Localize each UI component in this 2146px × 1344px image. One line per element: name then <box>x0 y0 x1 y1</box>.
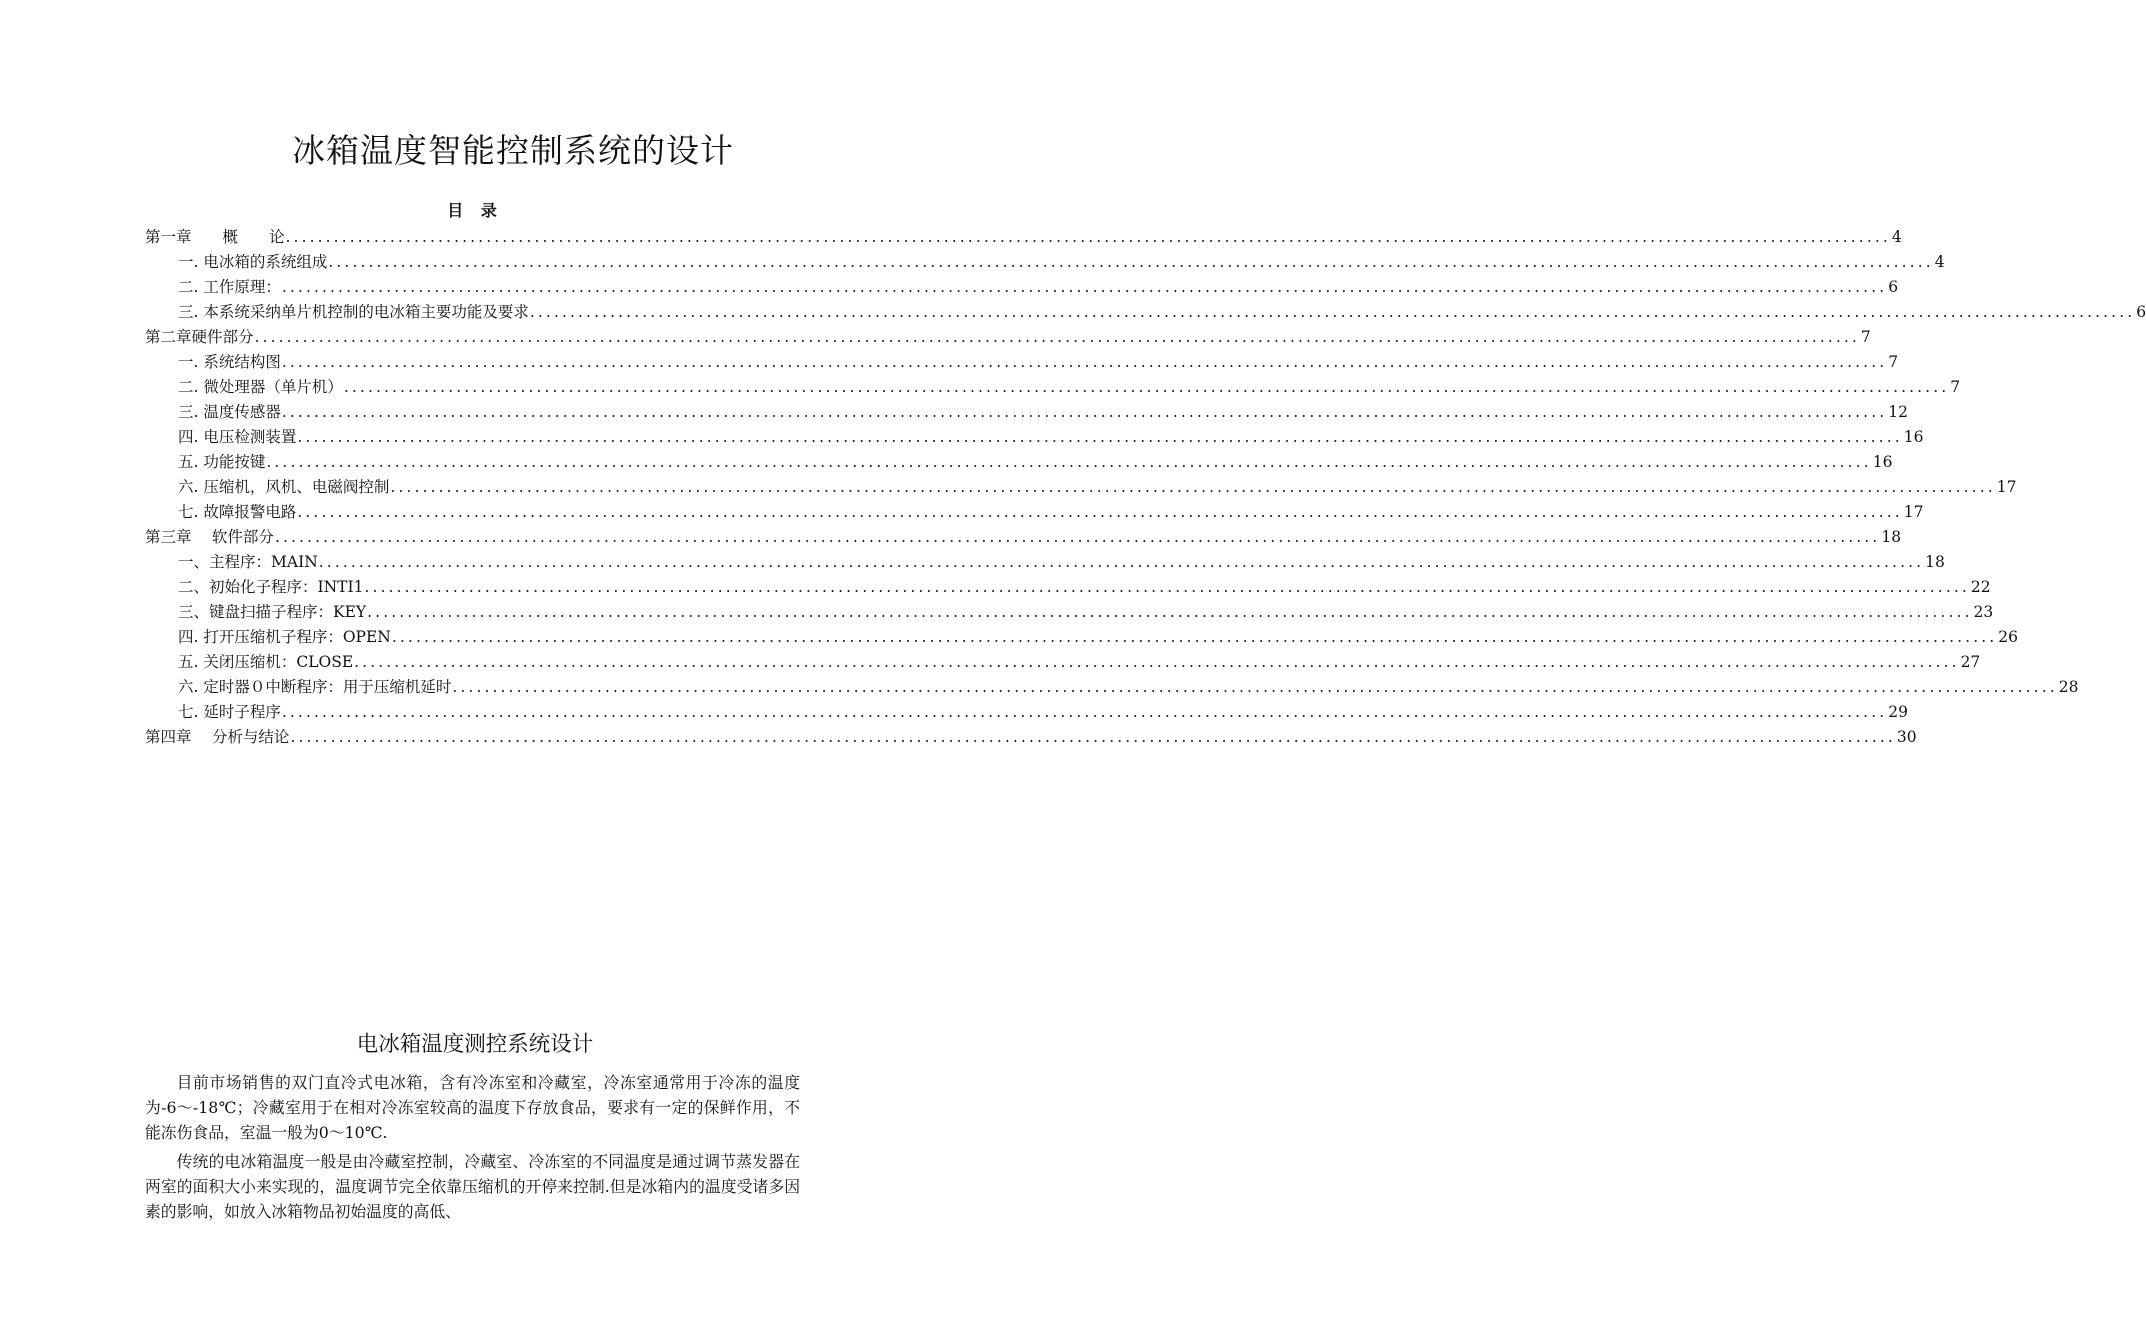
toc-entry[interactable] <box>145 625 2019 650</box>
toc-entry[interactable] <box>145 575 1991 600</box>
toc-leader-dots: ........................................................................................................................................................................................................ <box>254 328 1860 346</box>
toc-leader-dots: ........................................................................................................................................................................................................ <box>297 503 1903 521</box>
toc-entry-label: 第四章 分析与结论 <box>145 728 290 746</box>
toc-entry[interactable] <box>145 300 2146 325</box>
toc-entry[interactable] <box>145 650 1981 675</box>
toc-page-number: 22 <box>1970 578 1991 596</box>
toc-leader-dots: ........................................................................................................................................................................................................ <box>290 728 1896 746</box>
toc-leader-dots: ........................................................................................................................................................................................................ <box>266 453 1872 471</box>
toc-page-number: 6 <box>1888 278 1899 296</box>
toc-leader-dots: ........................................................................................................................................................................................................ <box>274 528 1881 546</box>
toc-page-number: 26 <box>1998 628 2019 646</box>
toc-entry[interactable] <box>145 550 1945 575</box>
toc-entry-label: 四. 打开压缩机子程序：OPEN <box>178 628 391 646</box>
body-text <box>145 1070 800 1227</box>
toc-entry[interactable] <box>145 725 1917 750</box>
toc-entry-label: 七. 延时子程序 <box>178 703 281 721</box>
toc-entry[interactable] <box>145 375 1961 400</box>
toc-page-number: 4 <box>1891 228 1902 246</box>
toc-page-number: 4 <box>1934 253 1945 271</box>
toc-leader-dots: ........................................................................................................................................................................................................ <box>281 278 1888 296</box>
toc-entry[interactable] <box>145 450 1893 475</box>
toc-entry-label: 二、初始化子程序：INTI1 <box>178 578 364 596</box>
toc-leader-dots: ........................................................................................................................................................................................................ <box>367 603 1973 621</box>
toc-page-number: 18 <box>1881 528 1902 546</box>
section-title: 电冰箱温度测控系统设计 <box>356 1032 594 1057</box>
table-of-contents <box>145 225 2146 750</box>
toc-page-number: 7 <box>1860 328 1871 346</box>
toc-leader-dots: ........................................................................................................................................................................................................ <box>364 578 1970 596</box>
toc-page-number: 12 <box>1888 403 1908 421</box>
toc-entry-label: 五. 关闭压缩机：CLOSE <box>178 653 354 671</box>
toc-leader-dots: ........................................................................................................................................................................................................ <box>285 228 1891 246</box>
toc-entry[interactable] <box>145 475 2017 500</box>
toc-leader-dots: ........................................................................................................................................................................................................ <box>297 428 1903 446</box>
toc-entry-label: 五. 功能按键 <box>178 453 266 471</box>
toc-entry-label: 二. 微处理器（单片机） <box>178 378 343 396</box>
toc-page-number: 17 <box>1903 503 1924 521</box>
toc-entry-label: 一. 电冰箱的系统组成 <box>178 253 328 271</box>
toc-entry[interactable] <box>145 500 1924 525</box>
toc-entry[interactable] <box>145 425 1924 450</box>
paragraph: 传统的电冰箱温度一般是由冷藏室控制，冷藏室、冷冻室的不同温度是通过调节蒸发器在两室的面积大小来实现的，温度调节完全依靠压缩机的开停来控制.但是冰箱内的温度受诸多因素的影响，如放入冰箱物品初始温度的高低、 <box>145 1151 800 1222</box>
toc-leader-dots: ........................................................................................................................................................................................................ <box>328 253 1934 271</box>
toc-leader-dots: ........................................................................................................................................................................................................ <box>529 303 2136 321</box>
toc-entry[interactable] <box>145 350 1899 375</box>
toc-page-number: 18 <box>1925 553 1945 571</box>
toc-page-number: 7 <box>1950 378 1961 396</box>
toc-entry-label: 二. 工作原理： <box>178 278 281 296</box>
toc-leader-dots: ........................................................................................................................................................................................................ <box>318 553 1925 571</box>
toc-entry-label: 一、主程序：MAIN <box>178 553 318 571</box>
toc-page-number: 29 <box>1888 703 1908 721</box>
toc-entry[interactable] <box>145 275 1899 300</box>
paragraph: 目前市场销售的双门直冷式电冰箱，含有冷冻室和冷藏室，冷冻室通常用于冷冻的温度为-6～-18℃；冷藏室用于在相对冷冻室较高的温度下存放食品，要求有一定的保鲜作用，不能冻伤食品，室温一般为0～10℃. <box>145 1073 800 1143</box>
toc-entry-label: 一. 系统结构图 <box>178 353 281 371</box>
toc-entry[interactable] <box>145 225 1902 250</box>
toc-leader-dots: ........................................................................................................................................................................................................ <box>343 378 1950 396</box>
toc-page-number: 30 <box>1896 728 1917 746</box>
toc-leader-dots: ........................................................................................................................................................................................................ <box>281 353 1888 371</box>
toc-entry[interactable] <box>145 525 1902 550</box>
toc-page-number: 16 <box>1872 453 1893 471</box>
toc-entry[interactable] <box>145 325 1871 350</box>
toc-leader-dots: ........................................................................................................................................................................................................ <box>452 678 2058 696</box>
toc-heading: 目 录 <box>447 201 503 220</box>
toc-page-number: 7 <box>1888 353 1899 371</box>
toc-entry-label: 六. 压缩机，风机、电磁阀控制 <box>178 478 390 496</box>
toc-leader-dots: ........................................................................................................................................................................................................ <box>390 478 1996 496</box>
document-title: 冰箱温度智能控制系统的设计 <box>292 131 734 170</box>
toc-leader-dots: ........................................................................................................................................................................................................ <box>281 403 1888 421</box>
toc-entry[interactable] <box>145 600 1994 625</box>
toc-leader-dots: ........................................................................................................................................................................................................ <box>281 703 1888 721</box>
toc-entry-label: 三. 本系统采纳单片机控制的电冰箱主要功能及要求 <box>178 303 529 321</box>
toc-page-number: 17 <box>1996 478 2017 496</box>
toc-page-number: 6 <box>2136 303 2146 321</box>
toc-entry-label: 第二章硬件部分 <box>145 328 254 346</box>
toc-entry-label: 六. 定时器０中断程序：用于压缩机延时 <box>178 678 452 696</box>
toc-entry-label: 七. 故障报警电路 <box>178 503 297 521</box>
toc-entry-label: 第一章 概 论 <box>145 228 285 246</box>
toc-entry-label: 第三章 软件部分 <box>145 528 274 546</box>
toc-page-number: 27 <box>1960 653 1981 671</box>
toc-entry-label: 三、键盘扫描子程序：KEY <box>178 603 367 621</box>
toc-page-number: 23 <box>1973 603 1994 621</box>
toc-page-number: 16 <box>1903 428 1924 446</box>
toc-leader-dots: ........................................................................................................................................................................................................ <box>391 628 1998 646</box>
toc-entry-label: 三. 温度传感器 <box>178 403 281 421</box>
toc-leader-dots: ........................................................................................................................................................................................................ <box>354 653 1960 671</box>
toc-entry[interactable] <box>145 675 2079 700</box>
toc-entry[interactable] <box>145 250 1945 275</box>
toc-entry[interactable] <box>145 700 1908 725</box>
toc-entry[interactable] <box>145 400 1908 425</box>
toc-entry-label: 四. 电压检测装置 <box>178 428 297 446</box>
toc-page-number: 28 <box>2058 678 2079 696</box>
